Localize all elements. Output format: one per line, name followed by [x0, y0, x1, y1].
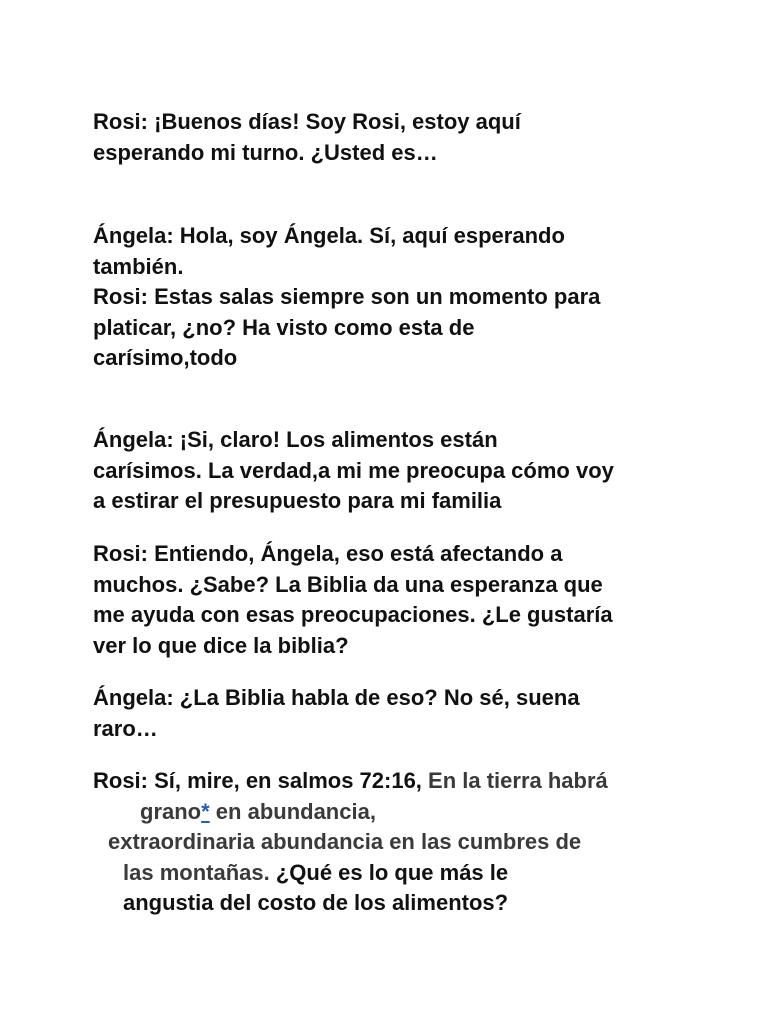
- text-line: Ángela: Hola, soy Ángela. Sí, aquí esperando: [93, 223, 565, 248]
- speaker-text: Rosi: Sí, mire, en salmos 72:16,: [93, 768, 429, 793]
- text-line: ver lo que dice la biblia?: [93, 632, 349, 658]
- text-line: a estirar el presupuesto para mi familia: [93, 488, 502, 513]
- paragraph-angela-question: [93, 683, 693, 744]
- text-line: Ángela: ¡Si, claro! Los alimentos están: [93, 427, 498, 452]
- text-line: [93, 766, 693, 797]
- paragraph-rosi-greeting: [93, 107, 693, 168]
- question-text: angustia del costo de los alimentos?: [123, 890, 509, 915]
- text-line: también.: [93, 253, 184, 279]
- text-line: Ángela: ¿La Biblia habla de eso? No sé, suena: [93, 685, 580, 710]
- paragraph-rosi-bible: [93, 539, 693, 661]
- scripture-quote: extraordinaria abundancia en las cumbres de: [108, 829, 582, 854]
- text-line: carísimos. La verdad,a mi me preocupa cómo voy: [93, 457, 614, 483]
- paragraph-angela-reply: [93, 221, 693, 374]
- text-line: raro…: [93, 715, 158, 741]
- text-line: me ayuda con esas preocupaciones. ¿Le gustaría: [93, 602, 613, 627]
- scripture-quote: grano: [140, 798, 202, 824]
- text-line: carísimo,todo: [93, 345, 238, 370]
- text-line: Rosi: Entiendo, Ángela, eso está afectando a: [93, 541, 563, 566]
- text-line: Rosi: Estas salas siempre son un momento para: [93, 284, 601, 309]
- text-line: [93, 797, 693, 828]
- text-line: platicar, ¿no? Ha visto como esta de: [93, 314, 475, 340]
- scripture-quote: en abundancia,: [209, 798, 376, 824]
- text-line: esperando mi turno. ¿Usted es…: [93, 139, 438, 165]
- scripture-quote: En la tierra habrá: [428, 768, 608, 793]
- text-line: [93, 888, 693, 919]
- text-line: [93, 858, 693, 889]
- text-line: [93, 827, 693, 858]
- footnote-link[interactable]: *: [201, 798, 210, 824]
- paragraph-rosi-psalm: [93, 766, 693, 919]
- text-line: Rosi: ¡Buenos días! Soy Rosi, estoy aquí: [93, 109, 521, 134]
- scripture-quote: las montañas.: [123, 859, 270, 885]
- paragraph-angela-prices: [93, 425, 693, 517]
- text-line: muchos. ¿Sabe? La Biblia da una esperanza que: [93, 571, 603, 597]
- question-text: ¿Qué es lo que más le: [269, 859, 509, 885]
